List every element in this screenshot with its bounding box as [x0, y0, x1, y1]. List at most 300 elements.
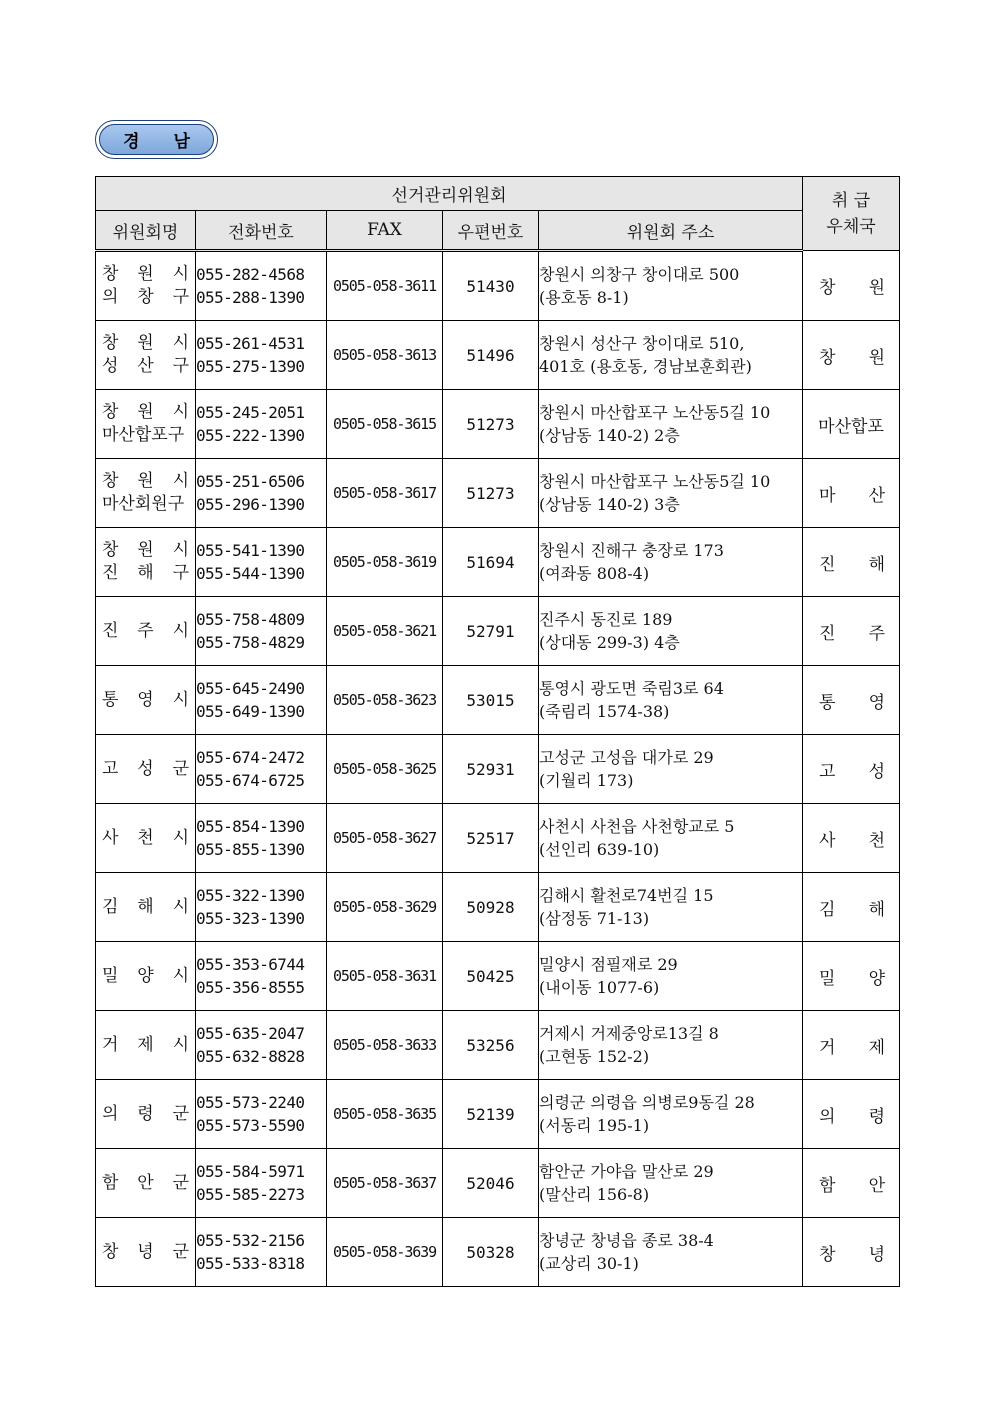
post-office-cell: [803, 597, 900, 666]
post-office-char: 영: [868, 692, 886, 713]
committee-name-char: 천: [137, 827, 154, 848]
header-post-office: [803, 177, 900, 251]
phone-number: 055-322-1390: [196, 886, 305, 905]
header-address: 위원회 주소: [539, 211, 803, 251]
post-office-name: [803, 1033, 899, 1058]
committee-name-line: 마산회원구: [102, 494, 185, 514]
committee-name-cell: [96, 597, 196, 666]
phone-number: 055-674-6725: [196, 771, 305, 790]
committee-name-cell: [96, 873, 196, 942]
post-office-char: 창: [819, 347, 836, 368]
fax-number: 0505-058-3627: [327, 804, 443, 873]
committee-name-char: 안: [137, 1172, 154, 1193]
committee-name: [96, 332, 195, 378]
post-office-char: 밀: [819, 968, 836, 989]
fax-number: 0505-058-3635: [327, 1080, 443, 1149]
address-line: 함안군 가야읍 말산로 29: [539, 1162, 714, 1181]
committee-name-char: 창: [102, 333, 119, 353]
post-office-char: 원: [868, 347, 886, 368]
table-body: [96, 251, 900, 1287]
committee-name-line: [102, 827, 189, 850]
table-row: [96, 873, 900, 942]
committee-name-char: 김: [102, 896, 119, 917]
address-line: 창원시 진해구 충장로 173: [539, 541, 724, 560]
committee-name-char: 의: [102, 1103, 119, 1124]
committee-name-char: 시: [172, 827, 189, 848]
committee-name-char: 시: [172, 689, 189, 710]
committee-name-line: [102, 562, 189, 585]
committee-name-cell: [96, 942, 196, 1011]
zip-code: 50425: [443, 942, 539, 1011]
post-office-cell: [803, 666, 900, 735]
table-row: [96, 1080, 900, 1149]
committee-name-line: [102, 965, 189, 988]
committee-name-char: 의: [102, 287, 119, 307]
header-committee-name: 위원회명: [96, 211, 196, 251]
zip-code: 51496: [443, 321, 539, 390]
address-line: 사천시 사천읍 사천항교로 5: [539, 817, 735, 836]
address-cell: [539, 666, 803, 735]
region-label: 경 남: [99, 124, 214, 155]
committee-name-char: 시: [172, 402, 189, 422]
address-line: 진주시 동진로 189: [539, 610, 673, 629]
phone-cell: [196, 597, 327, 666]
phone-cell: [196, 528, 327, 597]
phone-number: 055-573-2240: [196, 1093, 305, 1112]
address-cell: [539, 321, 803, 390]
post-office-cell: [803, 321, 900, 390]
committee-name-char: 군: [172, 1172, 189, 1193]
phone-cell: [196, 251, 327, 321]
zip-code: 53015: [443, 666, 539, 735]
address-line: (상남동 140-2) 2층: [539, 426, 680, 445]
phone-number: 055-541-1390: [196, 541, 305, 560]
phone-cell: [196, 942, 327, 1011]
committee-name-char: 창: [137, 287, 154, 307]
committee-name-line: [102, 355, 189, 378]
address-line: 고성군 고성읍 대가로 29: [539, 748, 714, 767]
address-line: (상대동 299-3) 4층: [539, 633, 680, 652]
committee-name-cell: [96, 1218, 196, 1287]
phone-number: 055-353-6744: [196, 955, 305, 974]
address-line: 401호 (용호동, 경남보훈회관): [539, 357, 752, 376]
committee-name: [96, 689, 195, 712]
zip-code: 52139: [443, 1080, 539, 1149]
phone-cell: [196, 804, 327, 873]
address-line: (여좌동 808-4): [539, 564, 650, 583]
committee-name-char: 고: [102, 758, 119, 779]
committee-name-char: 함: [102, 1172, 119, 1193]
address-line: (내이동 1077-6): [539, 978, 660, 997]
zip-code: 52931: [443, 735, 539, 804]
committee-name-char: 시: [172, 896, 189, 917]
committee-name-cell: [96, 735, 196, 804]
post-office-name: [803, 1240, 899, 1265]
phone-number: 055-282-4568: [196, 265, 305, 284]
committee-name-char: 성: [102, 356, 119, 376]
header-group-title: 선거관리위원회: [96, 177, 803, 211]
zip-code: 51430: [443, 251, 539, 321]
fax-number: 0505-058-3619: [327, 528, 443, 597]
committee-name-line: [102, 689, 189, 712]
phone-number: 055-296-1390: [196, 495, 305, 514]
zip-code: 53256: [443, 1011, 539, 1080]
post-office-char: 거: [819, 1037, 836, 1058]
post-office-char: 진: [819, 623, 836, 644]
address-line: 창원시 의창구 창이대로 500: [539, 265, 740, 284]
committee-name: [96, 1172, 195, 1195]
post-office-cell: [803, 1080, 900, 1149]
fax-number: 0505-058-3617: [327, 459, 443, 528]
phone-number: 055-261-4531: [196, 334, 305, 353]
post-office-char: 녕: [868, 1244, 886, 1265]
phone-cell: [196, 1149, 327, 1218]
committee-name-char: 시: [172, 620, 189, 641]
address-line: (고현동 152-2): [539, 1047, 650, 1066]
fax-number: 0505-058-3611: [327, 251, 443, 321]
committee-name: [96, 827, 195, 850]
committee-name-char: 군: [172, 1103, 189, 1124]
committee-name-char: 원: [137, 540, 154, 560]
post-office-char: 고: [819, 761, 836, 782]
post-office-cell: [803, 1011, 900, 1080]
phone-cell: [196, 1011, 327, 1080]
post-office-char: 주: [868, 623, 886, 644]
phone-number: 055-222-1390: [196, 426, 305, 445]
committee-name-line: [102, 332, 189, 355]
post-office-name: [803, 688, 899, 713]
header-phone: 전화번호: [196, 211, 327, 251]
table-row: [96, 251, 900, 321]
post-office-char: 마: [819, 485, 836, 506]
table-row: [96, 735, 900, 804]
post-office-name: [803, 895, 899, 920]
address-line: (상남동 140-2) 3층: [539, 495, 680, 514]
committee-name-char: 창: [102, 471, 119, 491]
committee-name-line: [102, 758, 189, 781]
table-row: [96, 528, 900, 597]
phone-number: 055-584-5971: [196, 1162, 305, 1181]
zip-code: 52046: [443, 1149, 539, 1218]
zip-code: 50928: [443, 873, 539, 942]
committee-name-char: 구: [172, 356, 189, 376]
committee-name-line: [102, 1103, 189, 1126]
post-office-char: 김: [819, 899, 836, 920]
phone-number: 055-645-2490: [196, 679, 305, 698]
table-row: [96, 1011, 900, 1080]
phone-number: 055-573-5590: [196, 1116, 305, 1135]
zip-code: 51273: [443, 459, 539, 528]
post-office-char: 해: [868, 899, 886, 920]
committee-name-char: 창: [102, 264, 119, 284]
fax-number: 0505-058-3637: [327, 1149, 443, 1218]
committee-name-char: 시: [172, 965, 189, 986]
committee-name: [96, 1034, 195, 1057]
phone-number: 055-356-8555: [196, 978, 305, 997]
address-line: 창원시 마산합포구 노산동5길 10: [539, 472, 771, 491]
committee-name-char: 거: [102, 1034, 119, 1055]
post-office-cell: [803, 390, 900, 459]
committee-name: [96, 470, 195, 516]
post-office-char: 원: [868, 278, 886, 298]
post-office-name: [803, 550, 899, 575]
committee-name-line: [102, 1172, 189, 1195]
committee-name-char: 영: [137, 689, 154, 710]
zip-code: 50328: [443, 1218, 539, 1287]
committee-name-line: [102, 286, 189, 309]
committee-name-cell: [96, 666, 196, 735]
phone-number: 055-674-2472: [196, 748, 305, 767]
address-line: (죽림리 1574-38): [539, 702, 670, 721]
phone-number: 055-649-1390: [196, 702, 305, 721]
post-office-cell: [803, 251, 900, 321]
committee-name-char: 구: [172, 563, 189, 583]
post-office-cell: [803, 873, 900, 942]
phone-number: 055-288-1390: [196, 288, 305, 307]
post-office-name: [803, 1171, 899, 1196]
committee-name-char: 군: [172, 1241, 189, 1262]
address-line: 의령군 의령읍 의병로9동길 28: [539, 1093, 755, 1112]
address-line: 창원시 성산구 창이대로 510,: [539, 334, 745, 353]
post-office-cell: [803, 804, 900, 873]
committee-name-char: 해: [137, 563, 154, 583]
phone-number: 055-635-2047: [196, 1024, 305, 1043]
address-line: 밀양시 점필재로 29: [539, 955, 678, 974]
address-cell: [539, 804, 803, 873]
committee-name-line: 마산합포구: [102, 425, 185, 445]
committee-name-char: 해: [137, 896, 154, 917]
post-office-name: [803, 1102, 899, 1127]
header-post-office-line-1: 취 급: [831, 190, 871, 211]
table-row: [96, 1218, 900, 1287]
committee-name-cell: [96, 251, 196, 321]
post-office-name: [803, 412, 899, 437]
fax-number: 0505-058-3613: [327, 321, 443, 390]
committee-name: [96, 1241, 195, 1264]
phone-number: 055-758-4809: [196, 610, 305, 629]
committee-name: [96, 758, 195, 781]
committee-name-char: 령: [137, 1103, 154, 1124]
phone-number: 055-758-4829: [196, 633, 305, 652]
address-cell: [539, 390, 803, 459]
committee-name-line: [102, 263, 189, 286]
committee-name-line: [102, 1241, 189, 1264]
committee-name-char: 통: [102, 689, 119, 710]
committee-name-char: 군: [172, 758, 189, 779]
phone-cell: [196, 321, 327, 390]
phone-cell: [196, 735, 327, 804]
fax-number: 0505-058-3633: [327, 1011, 443, 1080]
fax-number: 0505-058-3623: [327, 666, 443, 735]
committee-name-cell: [96, 528, 196, 597]
post-office-char: 창: [819, 278, 836, 298]
address-line: 창원시 마산합포구 노산동5길 10: [539, 403, 771, 422]
address-cell: [539, 873, 803, 942]
committee-name-char: 양: [137, 965, 154, 986]
table-row: [96, 390, 900, 459]
header-post-office-line-2: 우체국: [826, 216, 876, 237]
fax-number: 0505-058-3639: [327, 1218, 443, 1287]
table-row: [96, 597, 900, 666]
committee-name-line: [102, 401, 189, 424]
committee-name-char: 원: [137, 402, 154, 422]
post-office-cell: [803, 459, 900, 528]
address-cell: [539, 597, 803, 666]
post-office-name: [803, 273, 899, 298]
address-line: (교상리 30-1): [539, 1254, 639, 1273]
post-office-cell: [803, 528, 900, 597]
committee-name-line: [102, 470, 189, 493]
address-cell: [539, 251, 803, 321]
committee-name-char: 주: [137, 620, 154, 641]
fax-number: 0505-058-3625: [327, 735, 443, 804]
phone-number: 055-251-6506: [196, 472, 305, 491]
committee-name-char: 진: [102, 620, 119, 641]
committee-name-char: 창: [102, 402, 119, 422]
phone-number: 055-532-2156: [196, 1231, 305, 1250]
header-fax: FAX: [327, 211, 443, 251]
post-office-name: [803, 826, 899, 851]
phone-cell: [196, 390, 327, 459]
post-office-char: 양: [868, 968, 886, 989]
fax-number: 0505-058-3621: [327, 597, 443, 666]
committee-name-cell: [96, 1080, 196, 1149]
address-cell: [539, 1149, 803, 1218]
phone-number: 055-323-1390: [196, 909, 305, 928]
phone-cell: [196, 459, 327, 528]
committee-name-cell: [96, 804, 196, 873]
region-badge: [95, 120, 218, 159]
committee-name-line: [102, 1034, 189, 1057]
election-commission-table: [95, 176, 900, 1287]
committee-name-char: 제: [137, 1034, 154, 1055]
committee-name-char: 창: [102, 1241, 119, 1262]
committee-name-char: 사: [102, 827, 119, 848]
committee-name-line: [102, 620, 189, 643]
fax-number: 0505-058-3629: [327, 873, 443, 942]
address-cell: [539, 942, 803, 1011]
post-office-char: 산: [868, 485, 886, 506]
post-office-name: [803, 481, 899, 506]
post-office-name: [803, 964, 899, 989]
address-cell: [539, 1011, 803, 1080]
committee-name-char: 시: [172, 264, 189, 284]
address-line: 거제시 거제중앙로13길 8: [539, 1024, 719, 1043]
zip-code: 52791: [443, 597, 539, 666]
committee-name: [96, 620, 195, 643]
committee-name-char: 시: [172, 471, 189, 491]
post-office-char: 의: [819, 1106, 836, 1127]
committee-name-line: [102, 896, 189, 919]
committee-name-cell: [96, 459, 196, 528]
committee-name-char: 원: [137, 264, 154, 284]
committee-name-char: 창: [102, 540, 119, 560]
committee-name-char: 시: [172, 1034, 189, 1055]
address-cell: [539, 1218, 803, 1287]
table-row: [96, 666, 900, 735]
committee-name-line: [102, 539, 189, 562]
post-office-cell: [803, 735, 900, 804]
post-office-char: 진: [819, 554, 836, 575]
post-office-char: 안: [868, 1175, 886, 1196]
post-office-char: 해: [868, 554, 886, 575]
phone-number: 055-544-1390: [196, 564, 305, 583]
post-office-char: 천: [868, 830, 886, 851]
phone-cell: [196, 873, 327, 942]
post-office-cell: [803, 1218, 900, 1287]
address-line: (삼정동 71-13): [539, 909, 650, 928]
post-office-char: 제: [868, 1037, 886, 1058]
phone-cell: [196, 666, 327, 735]
phone-cell: [196, 1218, 327, 1287]
phone-number: 055-533-8318: [196, 1254, 305, 1273]
header-zip: 우편번호: [443, 211, 539, 251]
address-line: 통영시 광도면 죽림3로 64: [539, 679, 724, 698]
committee-name: [96, 1103, 195, 1126]
post-office-char: 창: [819, 1244, 836, 1265]
committee-name-char: 원: [137, 333, 154, 353]
committee-name-cell: [96, 390, 196, 459]
phone-cell: [196, 1080, 327, 1149]
committee-name-cell: [96, 321, 196, 390]
committee-name-cell: [96, 1149, 196, 1218]
table-header: [96, 177, 900, 251]
post-office-char: 사: [819, 830, 836, 851]
post-office-char: 령: [868, 1106, 886, 1127]
phone-number: 055-855-1390: [196, 840, 305, 859]
phone-number: 055-585-2273: [196, 1185, 305, 1204]
committee-name-char: 성: [137, 758, 154, 779]
address-line: (용호동 8-1): [539, 288, 629, 307]
post-office-char: 통: [819, 692, 836, 713]
post-office-cell: [803, 942, 900, 1011]
address-line: 김해시 활천로74번길 15: [539, 886, 714, 905]
committee-name-cell: [96, 1011, 196, 1080]
address-line: (기월리 173): [539, 771, 634, 790]
post-office-name: [803, 757, 899, 782]
address-cell: [539, 1080, 803, 1149]
phone-number: 055-854-1390: [196, 817, 305, 836]
committee-name: [96, 401, 195, 447]
committee-name-char: 밀: [102, 965, 119, 986]
zip-code: 51273: [443, 390, 539, 459]
post-office-char: 함: [819, 1175, 836, 1196]
committee-name-char: 시: [172, 333, 189, 353]
phone-number: 055-632-8828: [196, 1047, 305, 1066]
committee-name: [96, 965, 195, 988]
committee-name-char: 녕: [137, 1241, 154, 1262]
table-row: [96, 942, 900, 1011]
address-cell: [539, 528, 803, 597]
address-cell: [539, 735, 803, 804]
committee-name-char: 원: [137, 471, 154, 491]
fax-number: 0505-058-3615: [327, 390, 443, 459]
post-office-name: [803, 619, 899, 644]
committee-name-char: 구: [172, 287, 189, 307]
fax-number: 0505-058-3631: [327, 942, 443, 1011]
address-line: (말산리 156-8): [539, 1185, 650, 1204]
table-row: [96, 459, 900, 528]
committee-name-char: 진: [102, 563, 119, 583]
committee-name-char: 산: [137, 356, 154, 376]
address-line: (서동리 195-1): [539, 1116, 650, 1135]
post-office-char: 성: [868, 761, 886, 782]
table-row: [96, 1149, 900, 1218]
committee-name: [96, 263, 195, 309]
committee-name-char: 시: [172, 540, 189, 560]
table-row: [96, 321, 900, 390]
phone-number: 055-275-1390: [196, 357, 305, 376]
